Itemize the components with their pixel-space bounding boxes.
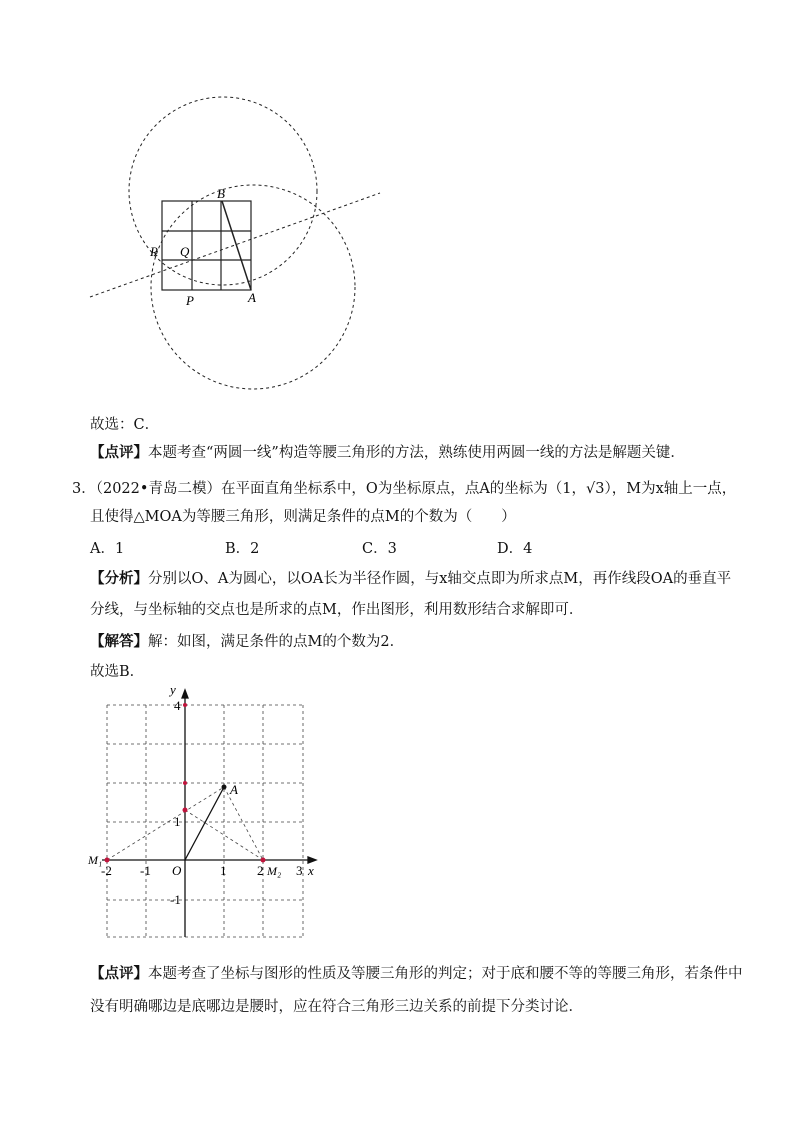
comment-1-body: 本题考查“两圆一线”构造等腰三角形的方法，熟练使用两圆一线的方法是解题关键． xyxy=(148,445,685,461)
y-axis-label: y xyxy=(170,682,176,697)
point-m2 xyxy=(261,858,266,863)
y-tick-1: 1 xyxy=(174,814,181,829)
question-3-number: 3． xyxy=(72,481,96,497)
point-m4 xyxy=(183,703,187,707)
point-m5 xyxy=(183,781,187,785)
x-tick-1: 1 xyxy=(220,863,227,878)
segment-oa xyxy=(185,787,224,860)
grid-square xyxy=(162,201,251,290)
segment-ab xyxy=(222,201,251,290)
analysis-body-1: 分别以O、A为圆心，以OA长为半径作圆，与x轴交点即为所求点M，再作线段OA的垂直平 xyxy=(148,571,732,587)
point-m1-label: M₁ xyxy=(88,853,103,867)
solution-body: 解：如图，满足条件的点M的个数为2． xyxy=(148,634,405,650)
analysis-line-1 xyxy=(90,569,731,589)
point-a xyxy=(222,785,227,790)
comment-1 xyxy=(90,443,685,463)
question-3-stem: （2022•青岛二模）在平面直角坐标系中，O为坐标原点，点A的坐标为（1，√3），M为x轴上一点， xyxy=(95,481,737,497)
option-b: B．2 xyxy=(225,541,260,557)
x-tick-3: 3 xyxy=(296,863,303,878)
label-a: A xyxy=(248,290,256,305)
x-tick-neg1: -1 xyxy=(140,863,151,878)
point-m3 xyxy=(183,808,188,813)
figure-two-circles-one-line xyxy=(85,100,395,405)
figure-coordinate-plane xyxy=(88,682,330,947)
solution-line xyxy=(90,632,404,652)
answer-2: 故选B． xyxy=(90,664,145,680)
label-b: B xyxy=(217,186,225,201)
comment-2-line-1 xyxy=(90,964,743,984)
label-r: R xyxy=(150,244,158,259)
comment-1-tag: 【点评】 xyxy=(90,444,148,461)
y-tick-neg1: -1 xyxy=(170,892,181,907)
option-a: A．1 xyxy=(90,541,125,557)
x-axis-label: x xyxy=(308,863,314,878)
analysis-line-2: 分线，与坐标轴的交点也是所求的点M，作出图形，利用数形结合求解即可． xyxy=(90,602,584,618)
point-m2-label: M₂ xyxy=(267,864,282,878)
comment-2-body-1: 本题考查了坐标与图形的性质及等腰三角形的判定；对于底和腰不等的等腰三角形，若条件中 xyxy=(148,966,743,982)
question-3-line-2: 且使得△MOA为等腰三角形，则满足条件的点M的个数为（ ） xyxy=(90,509,516,525)
dotted-line xyxy=(90,193,380,297)
point-a-label: A xyxy=(230,782,238,797)
solution-tag: 【解答】 xyxy=(90,633,148,650)
origin-label: O xyxy=(172,863,182,878)
x-tick-neg2: -2 xyxy=(101,863,112,878)
answer-1: 故选：C． xyxy=(90,417,160,433)
circle-centered-a xyxy=(151,185,355,389)
comment-2-tag: 【点评】 xyxy=(90,965,148,982)
question-3-line-1 xyxy=(72,479,736,499)
analysis-tag: 【分析】 xyxy=(90,570,148,587)
option-d: D．4 xyxy=(497,541,533,557)
option-c: C．3 xyxy=(362,541,397,557)
label-q: Q xyxy=(180,244,190,259)
comment-2-line-2: 没有明确哪边是底哪边是腰时，应在符合三角形三边关系的前提下分类讨论． xyxy=(90,999,583,1015)
y-tick-4: 4 xyxy=(174,698,181,713)
point-m1 xyxy=(105,858,110,863)
label-p: P xyxy=(186,293,194,308)
x-tick-2: 2 xyxy=(257,863,264,878)
